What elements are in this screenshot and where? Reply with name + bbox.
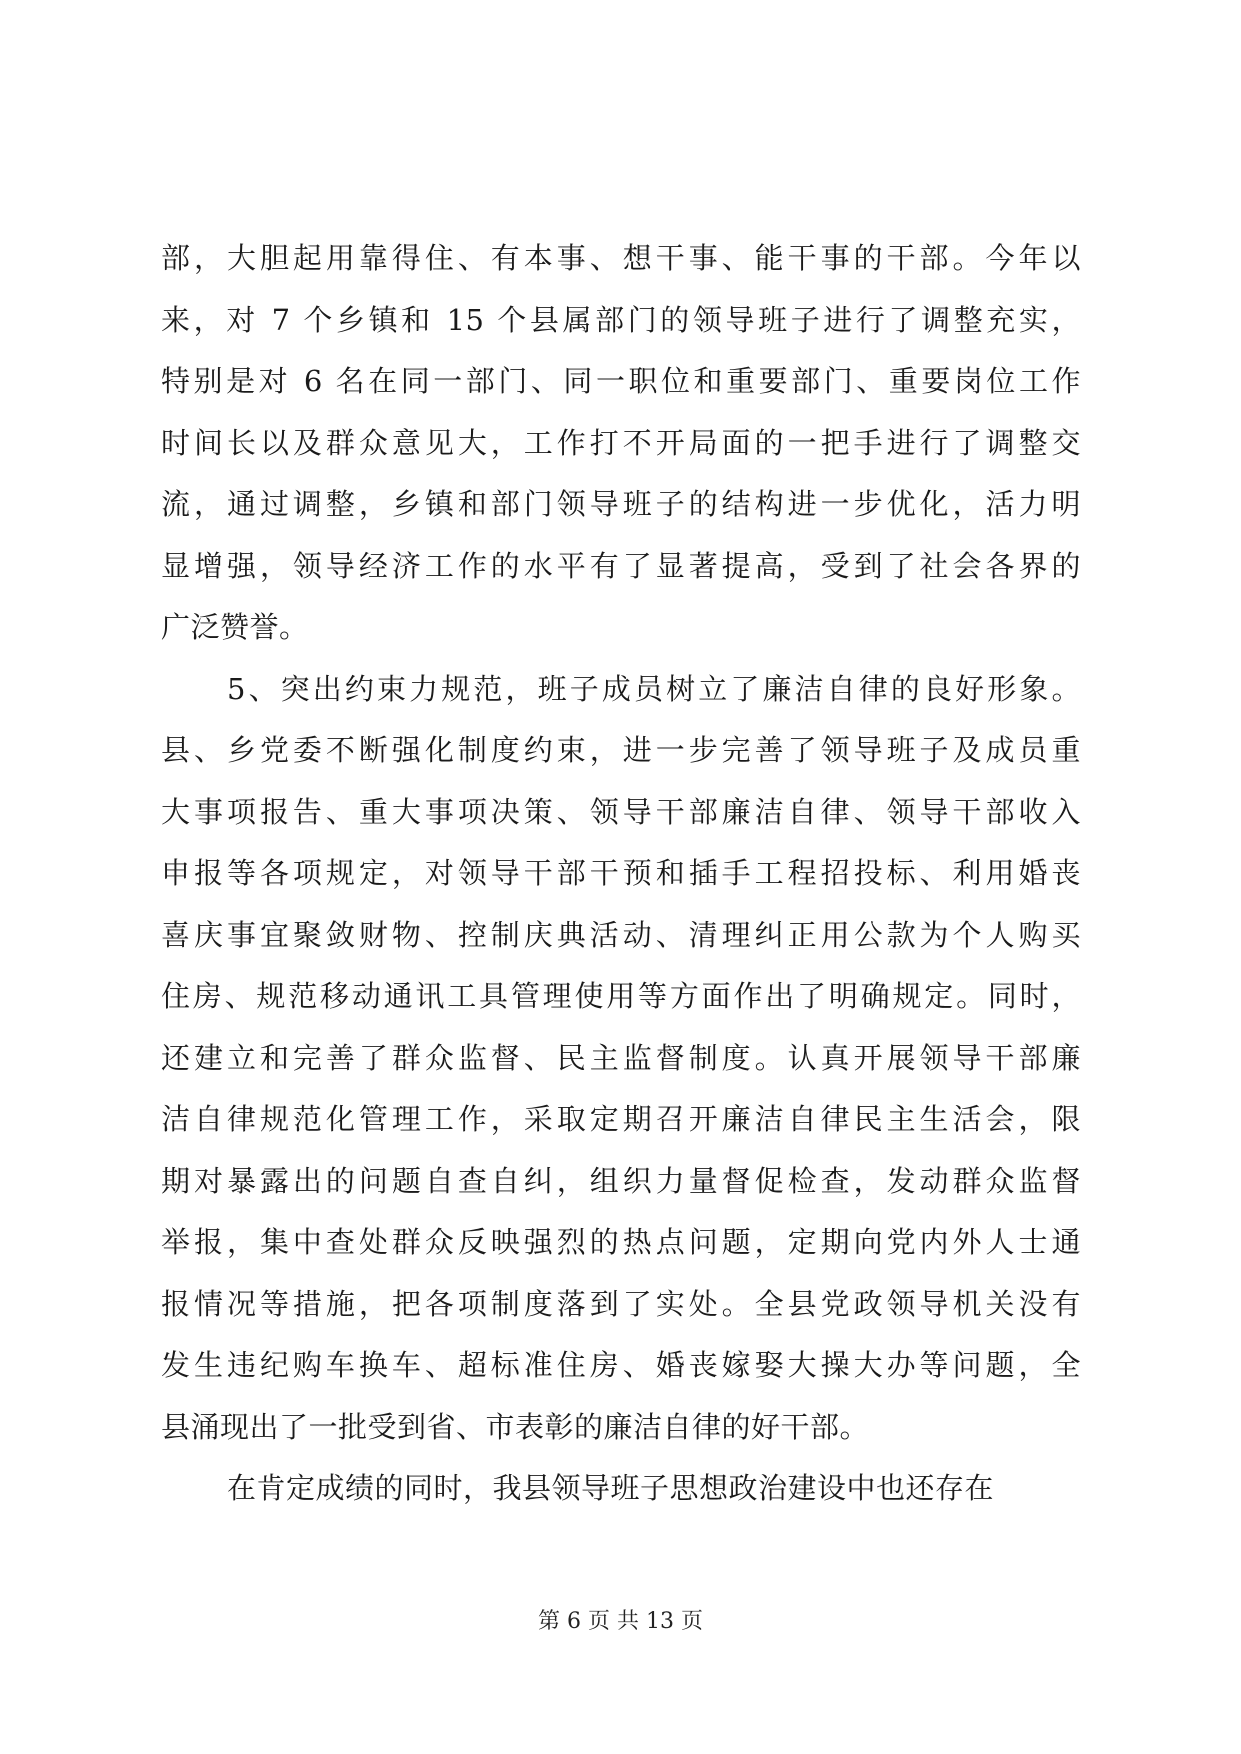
text-line: 报情况等措施，把各项制度落到了实处。全县党政领导机关没有 [161, 1286, 1081, 1321]
text-line: 住房、规范移动通讯工具管理使用等方面作出了明确规定。同时， [161, 979, 1081, 1013]
text-line: 县、乡党委不断强化制度约束，进一步完善了领导班子及成员重 [161, 733, 1081, 767]
text-line: 洁自律规范化管理工作，采取定期召开廉洁自律民主生活会，限 [161, 1102, 1081, 1136]
text-line: 期对暴露出的问题自查自纠，组织力量督促检查，发动群众监督 [161, 1163, 1081, 1198]
text-line: 特别是对 6 名在同一部门、同一职位和重要部门、重要岗位工作 [161, 364, 1081, 398]
text-line: 喜庆事宜聚敛财物、控制庆典活动、清理纠正用公款为个人购买 [161, 917, 1081, 952]
page-footer: 第 6 页 共 13 页 [538, 1609, 703, 1634]
text-line: 举报，集中查处群众反映强烈的热点问题，定期向党内外人士通 [161, 1225, 1081, 1259]
text-line: 申报等各项规定，对领导干部干预和插手工程招投标、利用婚丧 [161, 856, 1081, 890]
text-line: 部，大胆起用靠得住、有本事、想干事、能干事的干部。今年以 [161, 241, 1081, 275]
text-line: 显增强，领导经济工作的水平有了显著提高，受到了社会各界的 [161, 548, 1081, 583]
text-line: 在肯定成绩的同时，我县领导班子思想政治建设中也还存在 [227, 1471, 995, 1505]
text-line: 流，通过调整，乡镇和部门领导班子的结构进一步优化，活力明 [161, 487, 1081, 521]
text-line: 大事项报告、重大事项决策、领导干部廉洁自律、领导干部收入 [161, 794, 1081, 829]
text-line: 时间长以及群众意见大，工作打不开局面的一把手进行了调整交 [161, 425, 1081, 460]
text-line: 县涌现出了一批受到省、市表彰的廉洁自律的好干部。 [161, 1409, 870, 1444]
text-line: 发生违纪购车换车、超标准住房、婚丧嫁娶大操大办等问题，全 [161, 1348, 1081, 1382]
text-line: 来，对 7 个乡镇和 15 个县属部门的领导班子进行了调整充实， [161, 302, 1081, 337]
body-text [161, 228, 1081, 1520]
text-line: 还建立和完善了群众监督、民主监督制度。认真开展领导干部廉 [161, 1040, 1081, 1075]
text-line: 广泛赞誉。 [161, 610, 309, 644]
text-line: 5、突出约束力规范，班子成员树立了廉洁自律的良好形象。 [227, 671, 1081, 706]
